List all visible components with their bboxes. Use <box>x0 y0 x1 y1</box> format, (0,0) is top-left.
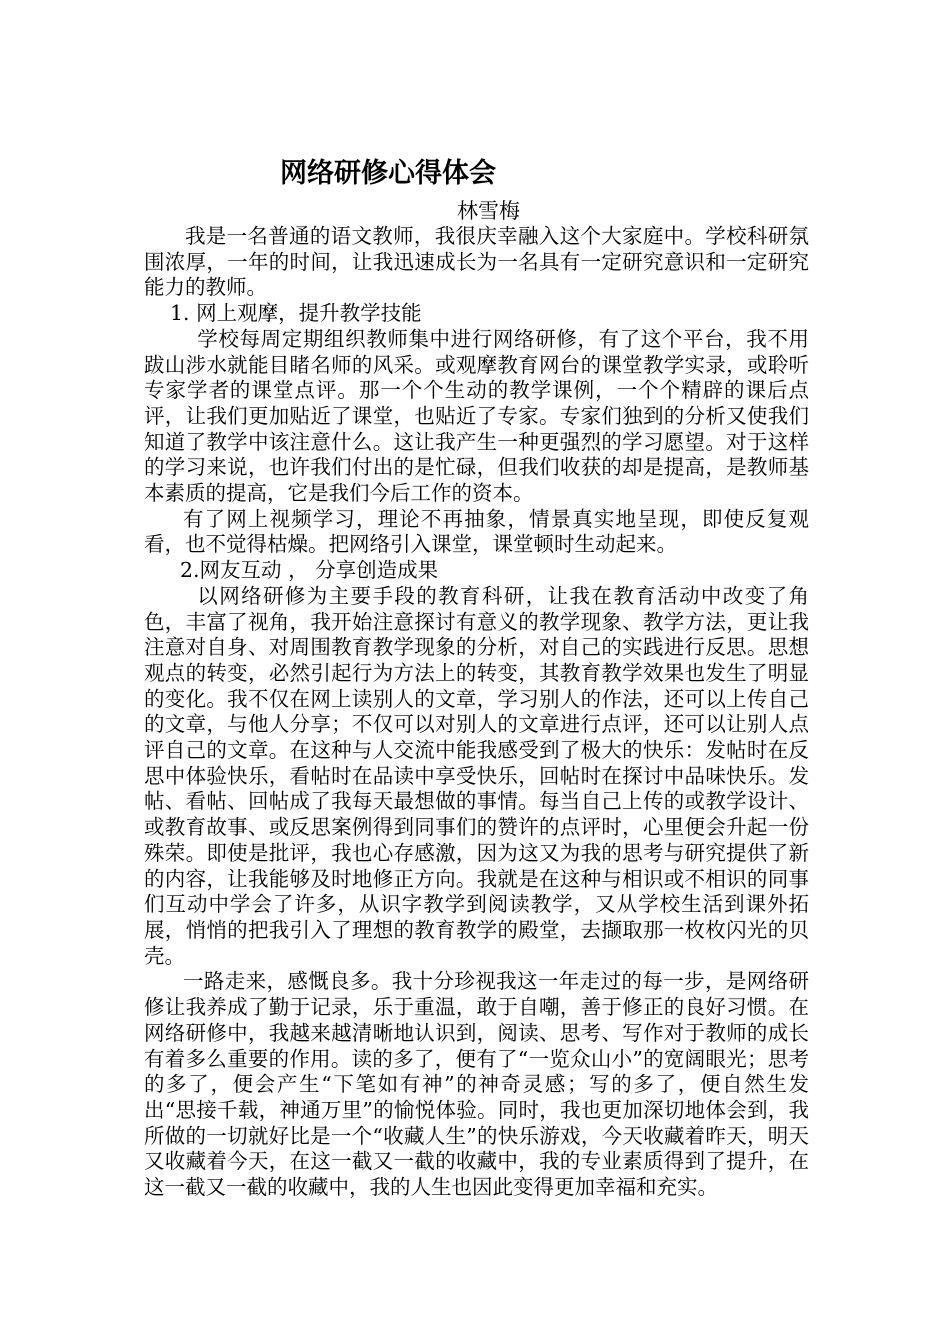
document-page <box>144 150 809 1201</box>
document-title: 网络研修心得体会 <box>280 158 496 189</box>
section-2-paragraph-1: 以网络研修为主要手段的教育科研，让我在教育活动中改变了角色，丰富了视角，我开始注意探讨有意义的教学现象、教学方法，更让我注意对自身、对周围教育教学现象的分析，对自己的实践进行反思。思想观点的转变，必然引起行为方法上的转变，其教育教学效果也发生了明显的变化。我不仅在网上读别人的文章，学习别人的作法，还可以上传自己的文章，与他人分享；不仅可以对别人的文章进行点评，还可以让别人点评自己的文章。在这种与人交流中能我感受到了极大的快乐：发帖时在反思中体验快乐，看帖时在品读中享受快乐，回帖时在探讨中品味快乐。发帖、看帖、回帖成了我每天最想做的事情。每当自己上传的或教学设计、或教育故事、或反思案例得到同事们的赞许的点评时，心里便会升起一份殊荣。即使是批评，我也心存感激，因为这又为我的思考与研究提供了新的内容，让我能够及时地修正方向。我就是在这种与相识或不相识的同事们互动中学会了许多，从识字教学到阅读教学，又从学校生活到课外拓展，悄悄的把我引入了理想的教育教学的殿堂，去撷取那一枚枚闪光的贝壳。 <box>144 583 809 968</box>
section-1-paragraph-1: 学校每周定期组织教师集中进行网络研修，有了这个平台，我不用跋山涉水就能目睹名师的风采。或观摩教育网台的课堂教学实录，或聆听专家学者的课堂点评。那一个个生动的教学课例，一个个精辟的课后点评，让我们更加贴近了课堂，也贴近了专家。专家们独到的分析又使我们知道了教学中该注意什么。这让我产生一种更强烈的学习愿望。对于这样的学习来说，也许我们付出的是忙碌，但我们收获的却是提高，是教师基本素质的提高，它是我们今后工作的资本。 <box>144 326 809 506</box>
conclusion-paragraph: 一路走来，感慨良多。我十分珍视我这一年走过的每一步，是网络研修让我养成了勤于记录，乐于重温，敢于自嘲，善于修正的良好习惯。在网络研修中，我越来越清晰地认识到，阅读、思考、写作对于教师的成长有着多么重要的作用。读的多了，便有了“一览众山小”的宽阔眼光；思考的多了，便会产生“下笔如有神”的神奇灵感；写的多了，便自然生发出“思接千载，神通万里”的愉悦体验。同时，我也更加深切地体会到，我所做的一切就好比是一个“收藏人生”的快乐游戏，今天收藏着昨天，明天又收藏着今天，在这一截又一截的收藏中，我的专业素质得到了提升，在这一截又一截的收藏中，我的人生也因此变得更加幸福和充实。 <box>144 969 809 1200</box>
intro-paragraph: 我是一名普通的语文教师，我很庆幸融入这个大家庭中。学校科研氛围浓厚，一年的时间，让我迅速成长为一名具有一定研究意识和一定研究能力的教师。 <box>144 224 809 300</box>
section-1-heading: 1. 网上观摩，提升教学技能 <box>170 301 422 326</box>
author-name: 林雪梅 <box>457 199 520 223</box>
section-2-heading: 2.网友互动 ， 分享创造成果 <box>180 558 439 583</box>
section-1-paragraph-2: 有了网上视频学习，理论不再抽象，情景真实地呈现，即使反复观看，也不觉得枯燥。把网络引入课堂，课堂顿时生动起来。 <box>144 506 809 557</box>
